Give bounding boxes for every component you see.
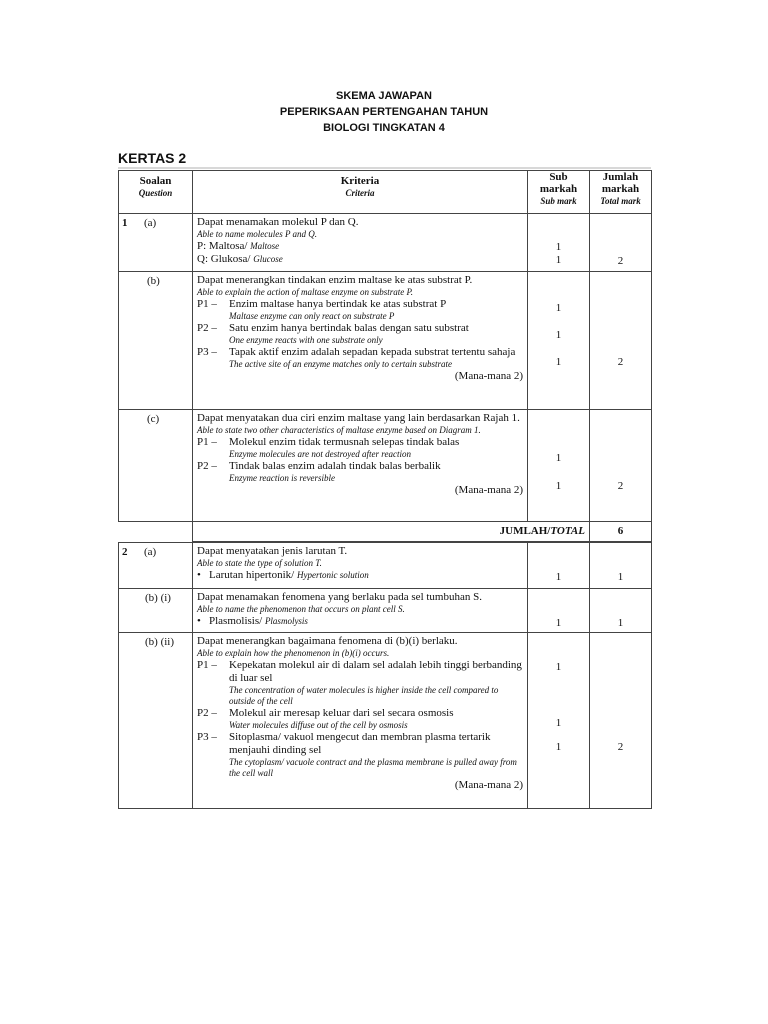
table-header-row: [119, 171, 652, 214]
total-mark-cell: 2: [590, 633, 652, 809]
question-label: 1 (a): [119, 214, 193, 272]
paper-title: KERTAS 2: [118, 150, 187, 166]
header-question: Soalan Question: [119, 171, 193, 214]
table-row-q2a: [119, 543, 652, 589]
question-label: 2 (a): [119, 543, 193, 589]
criteria-cell: Dapat menyatakan jenis larutan T. Able to state the type of solution T. • Larutan hipertonik/ Hypertonic solution: [193, 543, 528, 589]
criteria-cell: Dapat menerangkan tindakan enzim maltase ke atas substrat P. Able to explain the action of maltase enzyme on substrate P. P1 – Enzim maltase hanya bertindak ke atas substrat P Maltase enzyme can only react on substrate P P2 – Satu enzim hanya bertindak balas dengan satu substrat One enzyme reacts with one substrate only P3 – Tapak aktif enzim adalah sepadan kepada substrat tertentu sahaja The active site of an enzyme matches only to certain substrate (Mana-mana 2): [193, 272, 528, 410]
question-label: (c): [119, 410, 193, 522]
criteria-cell: Dapat menamakan fenomena yang berlaku pada sel tumbuhan S. Able to name the phenomenon that occurs on plant cell S. • Plasmolisis/ Plasmolysis: [193, 589, 528, 633]
header-line-3: BIOLOGI TINGKATAN 4: [323, 122, 445, 134]
header-criteria: Kriteria Criteria: [193, 171, 528, 214]
document-header: [0, 88, 768, 136]
total-value: 6: [590, 522, 652, 542]
sub-mark-cell: 1 1: [528, 214, 590, 272]
sub-mark-cell: 1 1 1: [528, 272, 590, 410]
total-mark-cell: 1: [590, 543, 652, 589]
criteria-cell: Dapat menamakan molekul P dan Q. Able to name molecules P and Q. P: Maltosa/ Maltose Q: Glukosa/ Glucose: [193, 214, 528, 272]
table-row-total: [119, 522, 652, 542]
answer-table-q2: [118, 542, 652, 809]
sub-mark-cell: 1: [528, 543, 590, 589]
criteria-cell: Dapat menerangkan bagaimana fenomena di (b)(i) berlaku. Able to explain how the phenomenon in (b)(i) occurs. P1 – Kepekatan molekul air di dalam sel adalah lebih tinggi berbanding di luar sel The concentration of water molecules is higher inside the cell compared to outside of the cell P2 – Molekul air meresap keluar dari sel secara osmosis Water molecules diffuse out of the cell by osmosis P3 – Sitoplasma/ vakuol mengecut dan membran plasma tertarik menjauhi dinding sel The cytoplasm/ vacuole contract and the plasma membrane is pulled away from the cell wall (Mana-mana 2): [193, 633, 528, 809]
table-row-q2bii: [119, 633, 652, 809]
header-line-2: PEPERIKSAAN PERTENGAHAN TAHUN: [279, 106, 489, 118]
header-total-mark: Jumlah markah Total mark: [590, 171, 652, 214]
total-mark-cell: 2: [590, 272, 652, 410]
header-line-1: SKEMA JAWAPAN: [336, 90, 432, 102]
total-label: JUMLAH/TOTAL: [193, 522, 590, 542]
total-mark-cell: 1: [590, 589, 652, 633]
table-row-q2bi: [119, 589, 652, 633]
question-label: (b) (i): [119, 589, 193, 633]
question-label: (b): [119, 272, 193, 410]
criteria-cell: Dapat menyatakan dua ciri enzim maltase yang lain berdasarkan Rajah 1. Able to state two other characteristics of maltase enzyme based on Diagram 1. P1 – Molekul enzim tidak termusnah selepas tindak balas Enzyme molecules are not destroyed after reaction P2 – Tindak balas enzim adalah tindak balas berbalik Enzyme reaction is reversible (Mana-mana 2): [193, 410, 528, 522]
total-mark-cell: 2: [590, 214, 652, 272]
total-mark-cell: 2: [590, 410, 652, 522]
table-row-q1a: [119, 214, 652, 272]
table-row-q1b: [119, 272, 652, 410]
sub-mark-cell: 1 1: [528, 410, 590, 522]
sub-mark-cell: 1: [528, 589, 590, 633]
header-sub-mark: Sub markah Sub mark: [528, 171, 590, 214]
question-label: (b) (ii): [119, 633, 193, 809]
divider: [118, 167, 651, 169]
answer-table-q1: [118, 170, 652, 542]
sub-mark-cell: 1 1 1: [528, 633, 590, 809]
table-row-q1c: [119, 410, 652, 522]
